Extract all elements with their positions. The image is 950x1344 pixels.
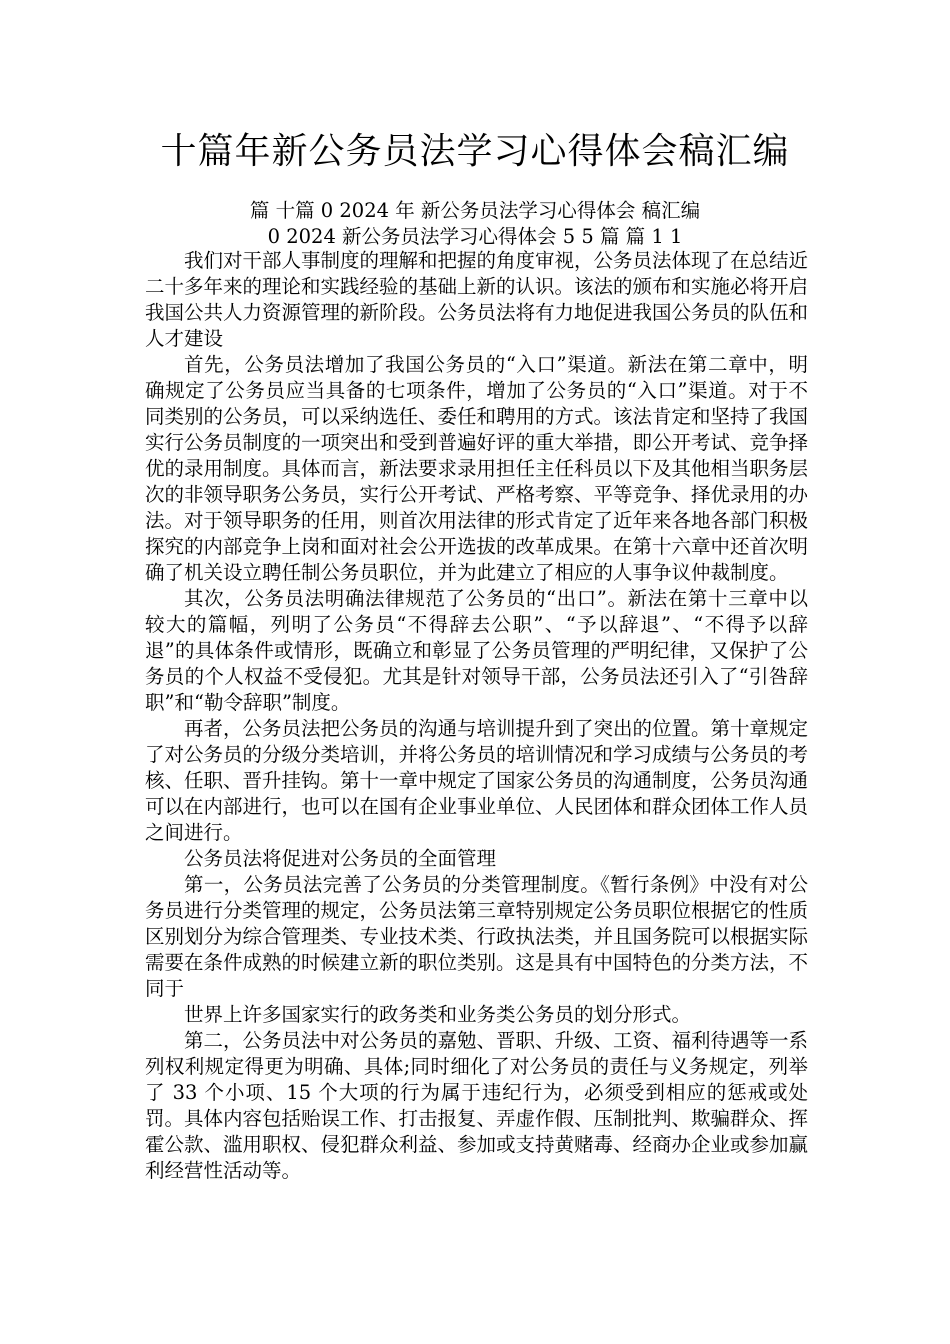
document-body [145, 248, 808, 1184]
document-title: 十篇年新公务员法学习心得体会稿汇编 [160, 131, 790, 172]
paragraph-classification: 第一，公务员法完善了公务员的分类管理制度。《暂行条例》中没有对公务员进行分类管理的规定，公务员法第三章特别规定公务员职位根据它的性质区别划分为综合管理类、专业技术类、行政执法类，并且国务院可以根据实际需要在条件成熟的时候建立新的职位类别。这是具有中国特色的分类方法，不同于 [145, 873, 809, 1000]
paragraph-intro: 我们对干部人事制度的理解和把握的角度审视，公务员法体现了在总结近二十多年来的理论和实践经验的基础上新的认识。该法的颁布和实施必将开启我国公共人力资源管理的新阶段。公务员法将有力地促进我国公务员的队伍和人才建设 [145, 249, 809, 350]
document-subtitle-line-2: 0 2024 新公务员法学习心得体会 5 5 篇 篇 1 1 [267, 225, 683, 248]
paragraph-exit-channel: 其次，公务员法明确法律规范了公务员的“出口”。新法在第十三章中以较大的篇幅，列明了公务员“不得辞去公职”、“予以辞退”、“不得予以辞退”的具体条件或情形，既确立和彰显了公务员管理的严明纪律，又保护了公务员的个人权益不受侵犯。尤其是针对领导干部，公务员法还引入了“引咎辞职”和“勒令辞职”制度。 [145, 587, 808, 714]
paragraph-classification-continued: 世界上许多国家实行的政务类和业务类公务员的划分形式。 [184, 1003, 692, 1026]
paragraph-rights-duties: 第二，公务员法中对公务员的嘉勉、晋职、升级、工资、福利待遇等一系列权利规定得更为明确、具体;同时细化了对公务员的责任与义务规定，列举了 33 个小项、15 个大项的行为属于违纪行为，必须受到相应的惩戒或处罚。具体内容包括贻误工作、打击报复、弄虚作假、压制批判、欺骗群众、挥霍公款、滥用职权、侵犯群众利益、参加或支持黄赌毒、经商办企业或参加赢利经营性活动等。 [145, 1029, 809, 1182]
section-heading-comprehensive-management: 公务员法将促进对公务员的全面管理 [184, 847, 497, 870]
paragraph-training-communication: 再者，公务员法把公务员的沟通与培训提升到了突出的位置。第十章规定了对公务员的分级分类培训，并将公务员的培训情况和学习成绩与公务员的考核、任职、晋升挂钩。第十一章中规定了国家公务员的沟通制度，公务员沟通可以在内部进行，也可以在国有企业事业单位、人民团体和群众团体工作人员之间进行。 [145, 717, 809, 844]
paragraph-entry-channel: 首先，公务员法增加了我国公务员的“入口”渠道。新法在第二章中，明确规定了公务员应当具备的七项条件，增加了公务员的“入口”渠道。对于不同类别的公务员，可以采纳选任、委任和聘用的方式。该法肯定和坚持了我国实行公务员制度的一项突出和受到普遍好评的重大举措，即公开考试、竞争择优的录用制度。具体而言，新法要求录用担任主任科员以下及其他相当职务层次的非领导职务公务员，实行公开考试、严格考察、平等竞争、择优录用的办法。对于领导职务的任用，则首次用法律的形式肯定了近年来各地各部门积极探究的内部竞争上岗和面对社会公开选拔的改革成果。在第十六章中还首次明确了机关设立聘任制公务员职位，并为此建立了相应的人事争议仲裁制度。 [145, 353, 809, 584]
document-subtitle-line-1: 篇 十篇 0 2024 年 新公务员法学习心得体会 稿汇编 [249, 199, 701, 222]
